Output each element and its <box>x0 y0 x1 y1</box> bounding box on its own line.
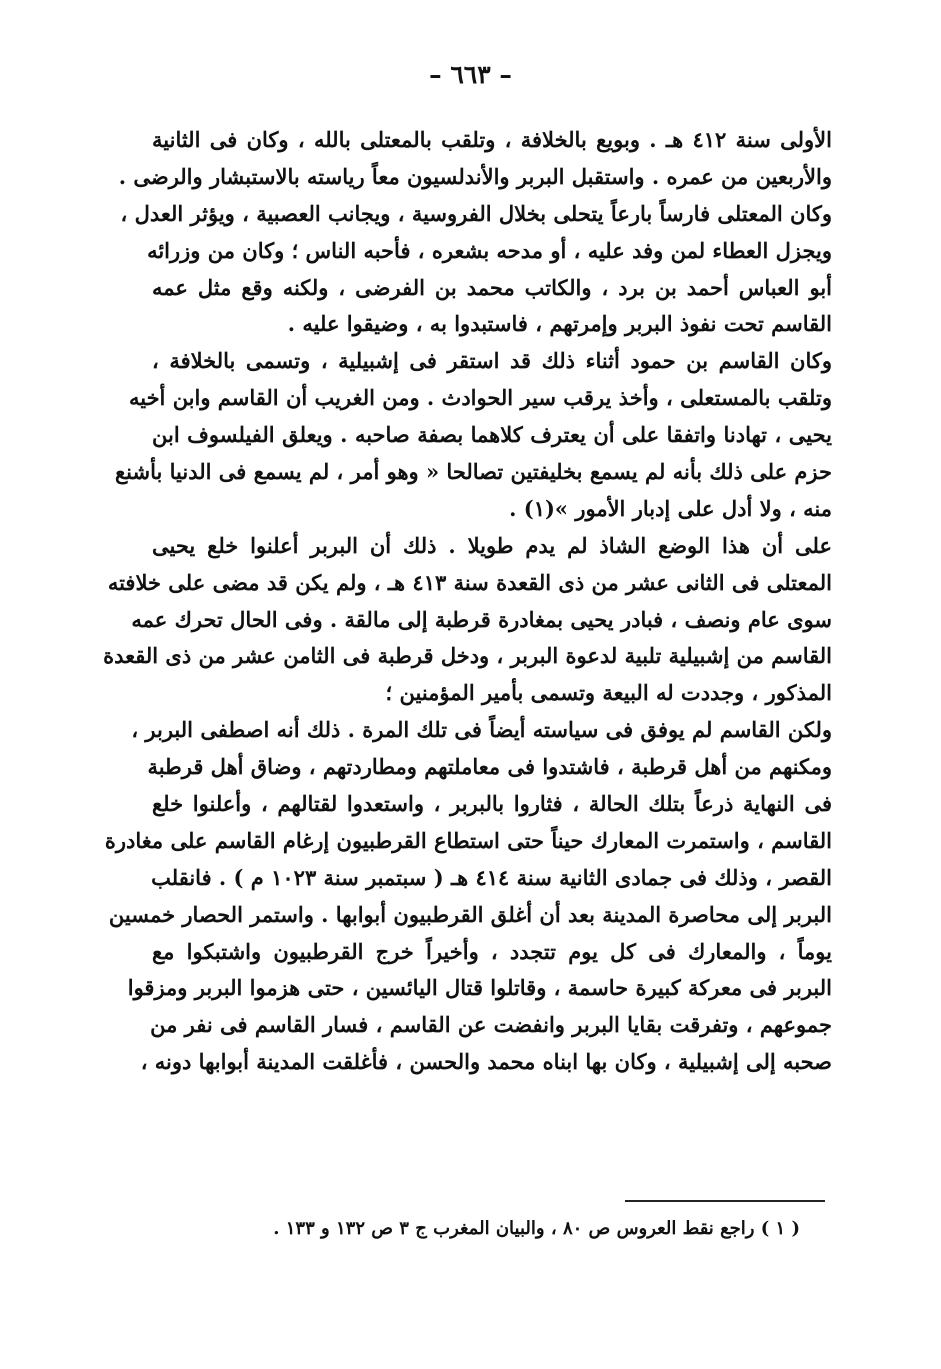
body-text <box>103 122 832 1081</box>
text-line: وكان القاسم بن حمود أثناء ذلك قد استقر فى إشبيلية ، وتسمى بالخلافة ، <box>152 348 832 374</box>
text-line: القاسم تحت نفوذ البربر وإمرتهم ، فاستبدوا به ، وضيقوا عليه . <box>287 311 832 337</box>
paragraph <box>103 528 832 712</box>
text-line: يحيى ، تهادنا واتفقا على أن يعترف كلاهما بصفة صاحبه . ويعلق الفيلسوف ابن <box>152 422 832 448</box>
page-number: – ٦٦٣ – <box>429 60 512 89</box>
paragraph <box>104 712 832 1081</box>
text-line: المعتلى فى الثانى عشر من ذى القعدة سنة ٤١٣ هـ ، ولم يكن قد مضى على خلافته <box>107 569 832 595</box>
footnote: ( ١ ) راجع نقط العروس ص ٨٠ ، والبيان المغرب ج ٣ ص ١٣٢ و ١٣٣ . <box>273 1218 800 1239</box>
text-line: الأولى سنة ٤١٢ هـ . وبويع بالخلافة ، وتلقب بالمعتلى بالله ، وكان فى الثانية <box>152 127 832 152</box>
text-line: والأربعين من عمره . واستقبل البربر والأندلسيون معاً رياسته بالاستبشار والرضى . <box>118 163 832 189</box>
footnote-divider <box>625 1200 825 1202</box>
text-line: ومكنهم من أهل قرطبة ، فاشتدوا فى معاملتهم ومطاردتهم ، وضاق أهل قرطبة <box>147 754 832 780</box>
text-line: القصر ، وذلك فى جمادى الثانية سنة ٤١٤ هـ ( سبتمبر سنة ١٠٢٣ م ) . فانقلب <box>151 864 832 890</box>
paragraph <box>114 343 832 527</box>
text-line: المذكور ، وجددت له البيعة وتسمى بأمير المؤمنين ؛ <box>385 680 832 706</box>
text-line: وكان المعتلى فارساً بارعاً يتحلى بخلال الفروسية ، ويجانب العصبية ، ويؤثر العدل ، <box>120 200 832 226</box>
text-line: جموعهم ، وتفرقت بقايا البربر وانفضت عن القاسم ، فسار القاسم فى نفر من <box>150 1012 832 1038</box>
text-line: البربر فى معركة كبيرة حاسمة ، وقاتلوا قتال اليائسين ، حتى هزموا البربر ومزقوا <box>127 975 832 1001</box>
text-line: فى النهاية ذرعاً بتلك الحالة ، فثاروا بالبربر ، واستعدوا لقتالهم ، وأعلنوا خلع <box>152 791 832 817</box>
paragraph <box>118 122 832 343</box>
text-line: أبو العباس أحمد بن برد ، والكاتب محمد بن الفرضى ، ولكنه وقع مثل عمه <box>152 274 832 300</box>
text-line: ولكن القاسم لم يوفق فى سياسته أيضاً فى تلك المرة . ذلك أنه اصطفى البربر ، <box>131 717 832 743</box>
text-line: ويجزل العطاء لمن وفد عليه ، أو مدحه بشعره ، فأحبه الناس ؛ وكان من وزرائه <box>147 237 832 263</box>
text-line: منه ، ولا أدل على إدبار الأمور »(١) . <box>509 495 832 521</box>
text-line: حزم على ذلك بأنه لم يسمع بخليفتين تصالحا « وهو أمر ، لم يسمع فى الدنيا بأشنع <box>114 459 832 485</box>
text-line: القاسم ، واستمرت المعارك حيناً حتى استطاع القرطبيون إرغام القاسم على مغادرة <box>104 827 832 853</box>
text-line: سوى عام ونصف ، فبادر يحيى بمغادرة قرطبة إلى مالقة . وفى الحال تحرك عمه <box>131 606 832 632</box>
text-line: صحبه إلى إشبيلية ، وكان بها ابناه محمد والحسن ، فأغلقت المدينة أبوابها دونه ، <box>140 1049 832 1075</box>
text-line: وتلقب بالمستعلى ، وأخذ يرقب سير الحوادث . ومن الغريب أن القاسم وابن أخيه <box>128 385 832 411</box>
text-line: يوماً ، والمعارك فى كل يوم تتجدد ، وأخيراً خرج القرطبيون واشتبكوا مع <box>152 938 832 964</box>
text-line: القاسم من إشبيلية تلبية لدعوة البربر ، ودخل قرطبة فى الثامن عشر من ذى القعدة <box>103 643 832 669</box>
text-line: البربر إلى محاصرة المدينة بعد أن أغلق القرطبيون أبوابها . واستمر الحصار خمسين <box>108 901 832 927</box>
text-line: على أن هذا الوضع الشاذ لم يدم طويلا . ذلك أن البربر أعلنوا خلع يحيى <box>152 532 832 558</box>
